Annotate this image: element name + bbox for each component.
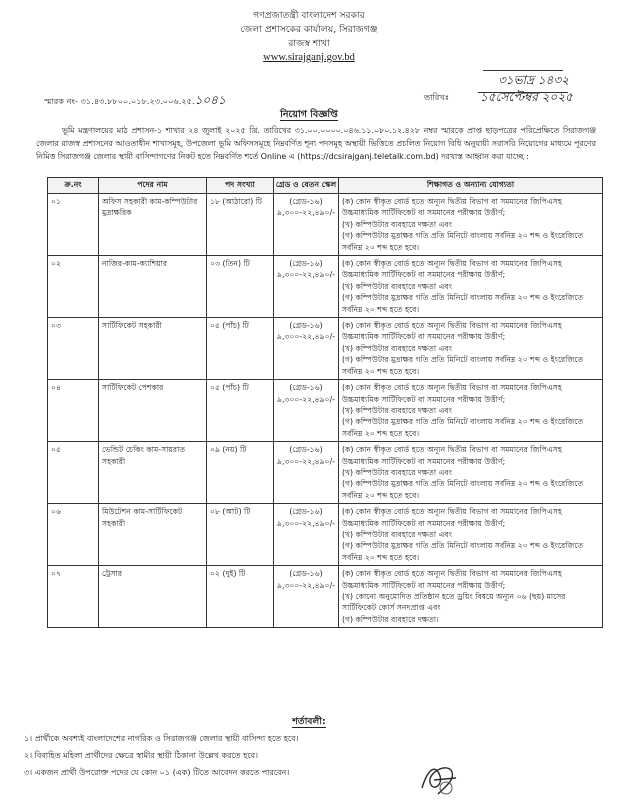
row-sl: ০১ xyxy=(48,194,99,256)
term-item: ২। বিবাহিত মহিলা প্রার্থীদের ক্ষেত্রে স্বামীর স্থায়ী ঠিকানা উল্লেখ করতে হবে। xyxy=(24,751,258,760)
row-qualification xyxy=(339,256,603,318)
row-grade xyxy=(274,380,339,442)
qual-c: (গ) কম্পিউটার মুদ্রাক্ষর গতি প্রতি মিনিটে বাংলায় সর্বনিম্ন ২০ শব্দ ও ইংরেজিতে সর্বনিম্ন ২০ শব্দ হতে হবে। xyxy=(342,231,584,252)
terms-title: শর্তাবলী: xyxy=(292,716,326,727)
notice-title: নিয়োগ বিজ্ঞপ্তি xyxy=(280,109,338,120)
row-post-count: ০৫ (পাঁচ) টি xyxy=(207,380,274,442)
row-sl: ০২ xyxy=(48,256,99,318)
row-qualification xyxy=(339,380,603,442)
posts-table xyxy=(47,177,603,628)
terms-title-wrap xyxy=(0,714,618,729)
row-grade xyxy=(274,442,339,504)
table-row xyxy=(48,442,603,504)
pay-scale: ৯,৩০০-২২,৪৯০/- xyxy=(277,518,335,528)
header-qualification: শিক্ষাগত ও অন্যান্য যোগ্যতা xyxy=(339,178,603,194)
row-post-count: ০৩ (তিন) টি xyxy=(207,256,274,318)
row-post-name: ভেন্ডিট চেকিং কাম-সায়রাত সহকারী xyxy=(99,442,207,504)
qual-c: (গ) কম্পিউটার মুদ্রাক্ষর গতি প্রতি মিনিটে বাংলায় সর্বনিম্ন ২০ শব্দ ও ইংরেজিতে সর্বনিম্ন ২০ শব্দ হতে হবে। xyxy=(342,541,584,562)
table-row xyxy=(48,318,603,380)
row-post-name: ট্রেসার xyxy=(99,566,207,628)
terms-list xyxy=(24,730,584,781)
pay-scale: ৯,৩০০-২২,৪৯০/- xyxy=(277,208,335,218)
row-sl: ০৫ xyxy=(48,442,99,504)
term-item: ১। প্রার্থীকে অবশ্যই বাংলাদেশের নাগরিক ও সিরাজগঞ্জ জেলার স্থায়ী বাসিন্দা হতে হবে। xyxy=(24,734,299,743)
date-english: ১৫সেপ্টেম্বর ২০২৫ xyxy=(480,90,573,104)
row-sl: ০৭ xyxy=(48,566,99,628)
row-qualification xyxy=(339,442,603,504)
qual-a: (ক) কোন স্বীকৃত বোর্ড হতে অন্যূন দ্বিতীয় বিভাগ বা সমমানের জিপিএসহ উচ্চমাধ্যমিক সার্টিফিকেট বা সমমানের পরীক্ষায় উত্তীর্ণ; xyxy=(342,445,562,466)
row-sl: ০৬ xyxy=(48,504,99,566)
qual-b: (খ) কম্পিউটার ব্যবহারে দক্ষতা এবং xyxy=(342,343,453,353)
qual-b: (খ) কোনো অনুমোদিত প্রতিষ্ঠান হতে ড্রয়িং বিষয়ে অন্যূন ০৬ (ছয়) মাসের সার্টিফিকেট কোর্স সনদপ্রাপ্ত এবং xyxy=(342,592,566,613)
qual-c: (গ) কম্পিউটার মুদ্রাক্ষর গতি প্রতি মিনিটে বাংলায় সর্বনিম্ন ২০ শব্দ ও ইংরেজিতে সর্বনিম্ন ২০ শব্দ হতে হবে। xyxy=(342,417,584,438)
grade-label: (গ্রেড-১৬) xyxy=(289,383,323,393)
row-grade xyxy=(274,194,339,256)
grade-label: (গ্রেড-১৬) xyxy=(289,445,323,455)
table-row xyxy=(48,380,603,442)
memo-number: ১০৪১ xyxy=(194,93,226,107)
govt-title: গণপ্রজাতন্ত্রী বাংলাদেশ সরকার xyxy=(253,10,365,21)
office-title: জেলা প্রশাসকের কার্যালয়, সিরাজগঞ্জ xyxy=(240,24,378,35)
row-grade xyxy=(274,504,339,566)
memo-label: স্মারক নং- ৩১.৪৩.৮৮০০.০১৮.২৩.০০৬.২৫. xyxy=(44,96,195,106)
qual-a: (ক) কোন স্বীকৃত বোর্ড হতে অন্যূন দ্বিতীয় বিভাগ বা সমমানের জিপিএসহ উচ্চমাধ্যমিক সার্টিফিকেট বা সমমানের পরীক্ষায় উত্তীর্ণ; xyxy=(342,569,562,590)
header-grade: গ্রেড ও বেতন স্কেল xyxy=(274,178,339,194)
row-sl: ০৩ xyxy=(48,318,99,380)
qual-a: (ক) কোন স্বীকৃত বোর্ড হতে অন্যূন দ্বিতীয় বিভাগ বা সমমানের জিপিএসহ উচ্চমাধ্যমিক সার্টিফিকেট বা সমমানের পরীক্ষায় উত্তীর্ণ; xyxy=(342,321,562,342)
website-wrap xyxy=(0,52,618,64)
qual-a: (ক) কোন স্বীকৃত বোর্ড হতে অন্যূন দ্বিতীয় বিভাগ বা সমমানের জিপিএসহ উচ্চমাধ্যমিক সার্টিফিকেট বা সমমানের পরীক্ষায় উত্তীর্ণ; xyxy=(342,507,562,528)
row-qualification xyxy=(339,318,603,380)
row-qualification xyxy=(339,504,603,566)
pay-scale: ৯,৩০০-২২,৪৯০/- xyxy=(277,270,335,280)
row-grade xyxy=(274,566,339,628)
grade-label: (গ্রেড-১৬) xyxy=(289,259,323,269)
website-link[interactable]: www.sirajganj.gov.bd xyxy=(263,52,355,63)
header-post-count: পদ সংখ্যা xyxy=(207,178,274,194)
row-qualification xyxy=(339,194,603,256)
table-row xyxy=(48,566,603,628)
date-bangla-underline xyxy=(483,70,563,71)
qual-a: (ক) কোন স্বীকৃত বোর্ড হতে অন্যূন দ্বিতীয় বিভাগ বা সমমানের জিপিএসহ উচ্চমাধ্যমিক সার্টিফিকেট বা সমমানের পরীক্ষায় উত্তীর্ণ; xyxy=(342,197,562,218)
qual-c: (গ) কম্পিউটার মুদ্রাক্ষর গতি প্রতি মিনিটে বাংলায় সর্বনিম্ন ২০ শব্দ ও ইংরেজিতে সর্বনিম্ন ২০ শব্দ হতে হবে। xyxy=(342,355,584,376)
row-grade xyxy=(274,256,339,318)
pay-scale: ৯,৩০০-২২,৪৯০/- xyxy=(277,580,335,590)
date-label: তারিখঃ xyxy=(424,92,450,102)
qual-b: (খ) কম্পিউটার ব্যবহারে দক্ষতা এবং xyxy=(342,467,453,477)
qual-a: (ক) কোন স্বীকৃত বোর্ড হতে অন্যূন দ্বিতীয় বিভাগ বা সমমানের জিপিএসহ উচ্চমাধ্যমিক সার্টিফিকেট বা সমমানের পরীক্ষায় উত্তীর্ণ; xyxy=(342,383,562,404)
date-english-underline xyxy=(478,92,568,93)
pay-scale: ৯,৩০০-২২,৪৯০/- xyxy=(277,394,335,404)
row-grade xyxy=(274,318,339,380)
qual-c: (গ) কম্পিউটার মুদ্রাক্ষর গতি প্রতি মিনিটে বাংলায় সর্বনিম্ন ২০ শব্দ ও ইংরেজিতে সর্বনিম্ন ২০ শব্দ হতে হবে। xyxy=(342,479,584,500)
table-row xyxy=(48,504,603,566)
signature-image xyxy=(418,758,460,798)
qual-a: (ক) কোন স্বীকৃত বোর্ড হতে অন্যূন দ্বিতীয় বিভাগ বা সমমানের জিপিএসহ উচ্চমাধ্যমিক সার্টিফিকেট বা সমমানের পরীক্ষায় উত্তীর্ণ; xyxy=(342,259,562,280)
row-post-count: ০৫ (পাঁচ) টি xyxy=(207,318,274,380)
header-post-name: পদের নাম xyxy=(99,178,207,194)
qual-b: (খ) কম্পিউটার ব্যবহারে দক্ষতা এবং xyxy=(342,219,453,229)
row-post-name: মিউটেশন কাম-সার্টিফিকেট সহকারী xyxy=(99,504,207,566)
grade-label: (গ্রেড-১৬) xyxy=(289,569,323,579)
intro-paragraph: ভূমি মন্ত্রণালয়ের মাঠ প্রশাসন-১ শাখার ২৪ জুলাই ২০২৫ খ্রি. তারিখের ৩১.০০.০০০০.০৪৬.১১.০৮০.১২.৪২৮ নম্বর স্মারকে প্রাপ্ত ছাড়পত্রের পরিপ্রেক্ষিতে সিরাজগঞ্জ জেলার রাজস্ব প্রশাসনের আওতাধীন শাখাসমূহ, উপজেলা ভূমি অফিসসমূহে নিম্নবর্ণিত শূন্য পদসমূহ অস্থায়ী ভিত্তিতে প্রচলিত নিয়োগ বিধি অনুযায়ী সরাসরি নিয়োগের মাধ্যমে পূরণের নিমিত্ত সিরাজগঞ্জ জেলার স্থায়ী বাসিন্দাগণের নিকট হতে নিম্নবর্ণিত শর্তে Online এ (https://dcsirajganj.teletalk.com.bd) দরখাস্ত আহ্বান করা যাচ্ছে : xyxy=(36,126,596,161)
qual-b: (খ) কম্পিউটার ব্যবহারে দক্ষতা এবং xyxy=(342,529,453,539)
qual-b: (খ) কম্পিউটার ব্যবহারে দক্ষতা এবং xyxy=(342,405,453,415)
qual-c: (গ) কম্পিউটার ব্যবহারে দক্ষতা। xyxy=(342,614,439,624)
row-post-count: ০৮ (আট) টি xyxy=(207,504,274,566)
term-item: ৩। একজন প্রার্থী উপরোক্ত পদের যে কোন ০১ (এক) টিতে আবেদন করতে পারবেন। xyxy=(24,768,290,777)
notice-title-wrap xyxy=(0,108,618,123)
row-post-count: ০২ (দুই) টি xyxy=(207,566,274,628)
grade-label: (গ্রেড-১৬) xyxy=(289,321,323,331)
table-row xyxy=(48,256,603,318)
pay-scale: ৯,৩০০-২২,৪৯০/- xyxy=(277,332,335,342)
row-post-count: ০৯ (নয়) টি xyxy=(207,442,274,504)
row-post-name: নাজির-কাম-ক্যাশিয়ার xyxy=(99,256,207,318)
row-qualification xyxy=(339,566,603,628)
table-row xyxy=(48,194,603,256)
pay-scale: ৯,৩০০-২২,৪৯০/- xyxy=(277,456,335,466)
row-post-count: ১৮ (আঠারো) টি xyxy=(207,194,274,256)
row-post-name: অফিস সহকারী কাম-কম্পিউটার মুদ্রাক্ষরিক xyxy=(99,194,207,256)
grade-label: (গ্রেড-১৬) xyxy=(289,507,323,517)
table-header-row xyxy=(48,178,603,194)
row-post-name: সার্টিফিকেট পেশকার xyxy=(99,380,207,442)
header-sl: ক্র.নং xyxy=(48,178,99,194)
grade-label: (গ্রেড-১৬) xyxy=(289,197,323,206)
qual-b: (খ) কম্পিউটার ব্যবহারে দক্ষতা এবং xyxy=(342,281,453,291)
row-sl: ০৪ xyxy=(48,380,99,442)
row-post-name: সার্টিফিকেট সহকারী xyxy=(99,318,207,380)
section-title: রাজস্ব শাখা xyxy=(288,38,330,49)
qual-c: (গ) কম্পিউটার মুদ্রাক্ষর গতি প্রতি মিনিটে বাংলায় সর্বনিম্ন ২০ শব্দ ও ইংরেজিতে সর্বনিম্ন ২০ শব্দ হতে হবে। xyxy=(342,293,584,314)
date-bangla: ৩১ভাদ্র ১৪৩২ xyxy=(498,73,569,87)
